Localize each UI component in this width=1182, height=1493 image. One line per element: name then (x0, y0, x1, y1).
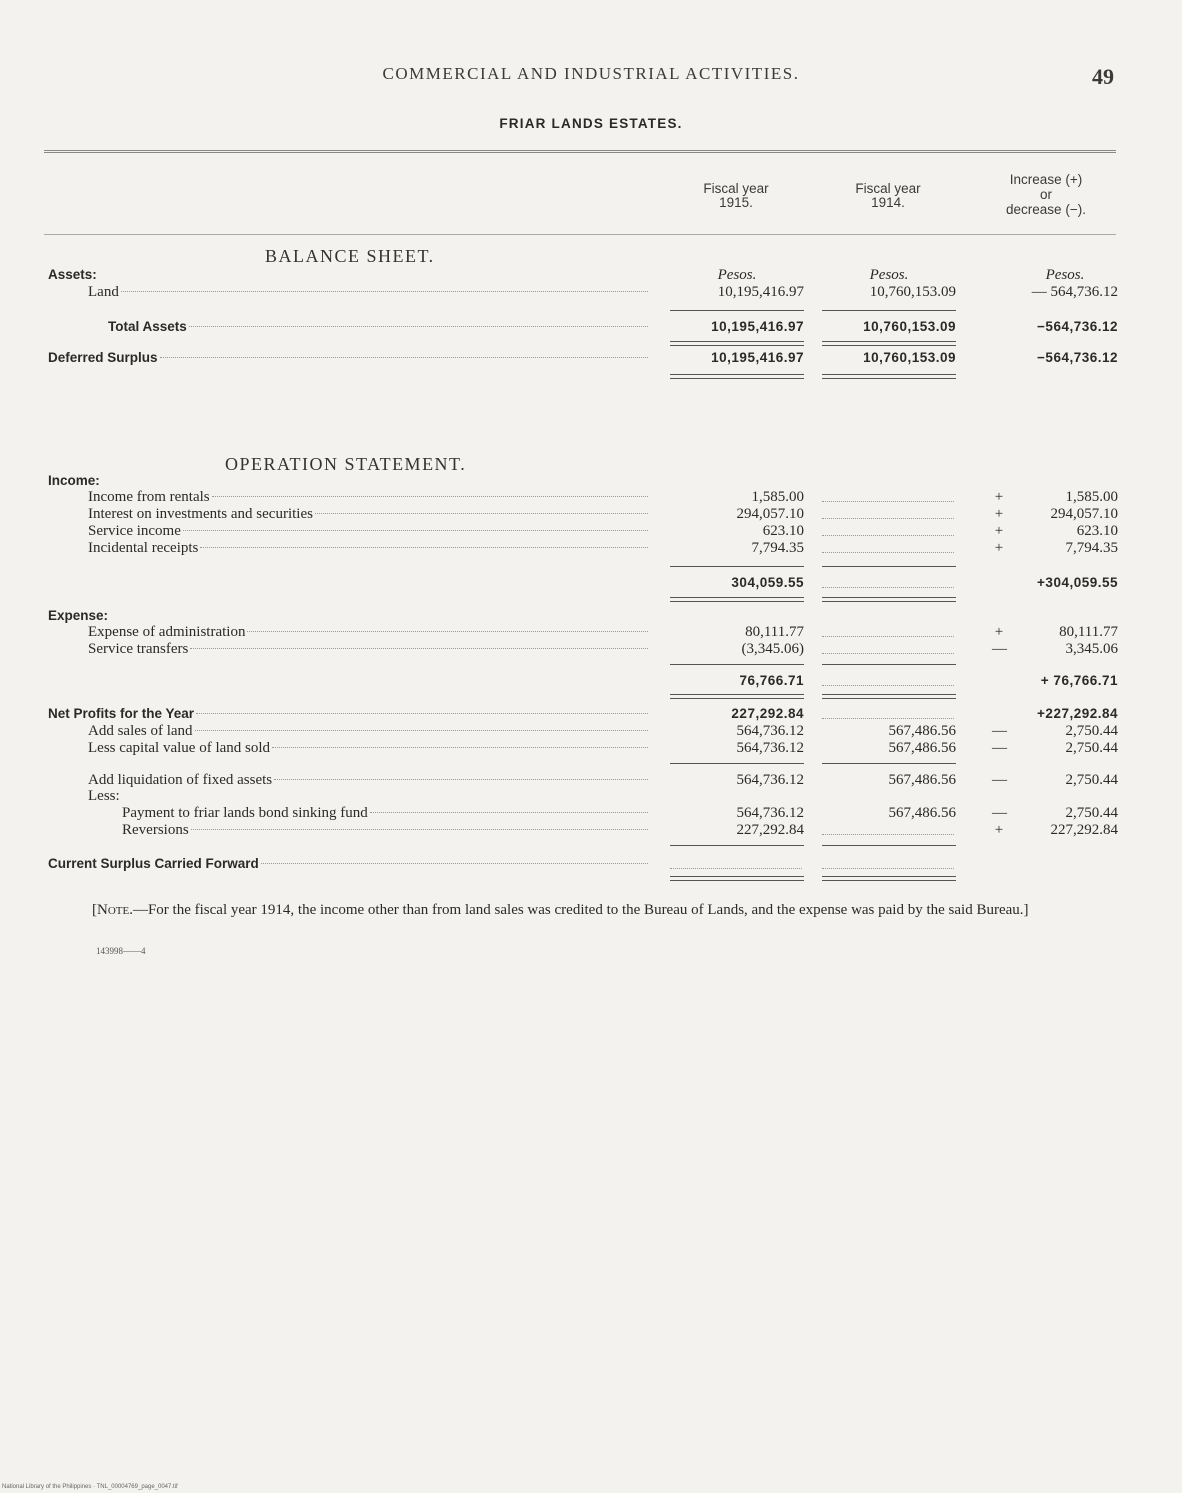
empty-value-dots (822, 539, 954, 553)
value-change: +227,292.84 (1037, 706, 1118, 721)
value-fy1915: 76,766.71 (739, 673, 804, 688)
leader-dots (183, 530, 648, 531)
table-row-expense-total (48, 672, 1118, 690)
leader-dots (261, 863, 648, 864)
footnote-prefix: [ (92, 902, 97, 918)
value-fy1915: 304,059.55 (731, 575, 804, 590)
double-rule (670, 876, 804, 881)
expense-label: Expense: (48, 608, 109, 623)
leader-dots (160, 357, 648, 358)
leader-dots (191, 829, 648, 830)
table-row (48, 623, 1118, 641)
row-label-text: Add sales of land (88, 723, 193, 739)
row-label (88, 505, 648, 523)
value-fy1914: 567,486.56 (888, 723, 956, 739)
value-fy1915: 1,585.00 (751, 489, 804, 505)
row-label (88, 722, 648, 740)
leader-dots (196, 713, 648, 714)
value-fy1914: 10,760,153.09 (863, 350, 956, 365)
value-change: 294,057.10 (1050, 506, 1118, 522)
footnote-note-word: Note (97, 902, 130, 918)
table-row (48, 739, 1118, 757)
value-change: −564,736.12 (1037, 350, 1118, 365)
footnote (48, 902, 1118, 919)
row-label (88, 488, 648, 506)
row-label (48, 705, 648, 723)
row-label-text: Current Surplus Carried Forward (48, 856, 259, 871)
value-fy1915: 564,736.12 (736, 805, 804, 821)
assets-units-row (48, 266, 1118, 284)
double-rule (822, 341, 956, 346)
table-row (48, 349, 1118, 367)
units-fy1914: Pesos. (869, 267, 909, 283)
value-fy1915: 227,292.84 (731, 706, 804, 721)
balance-sheet-heading: BALANCE SHEET. (265, 246, 435, 266)
row-label (48, 349, 648, 367)
empty-value-dots (822, 640, 954, 654)
empty-value-dots (822, 574, 954, 588)
table-row (48, 488, 1118, 506)
table-row (48, 283, 1118, 301)
change-sign: + (994, 822, 1004, 838)
table-top-rule (44, 150, 1116, 153)
value-fy1915: 10,195,416.97 (717, 284, 804, 300)
value-fy1915: 564,736.12 (736, 723, 804, 739)
column-header-fy1914-text: Fiscal year 1914. (855, 181, 921, 210)
row-label (88, 739, 648, 757)
row-label-text: Net Profits for the Year (48, 706, 195, 721)
change-sign: + (994, 489, 1004, 505)
double-rule (822, 876, 956, 881)
value-fy1915: 10,195,416.97 (711, 350, 804, 365)
column-header-fy1914 (820, 182, 956, 210)
leader-dots (189, 326, 648, 327)
row-label-text: Income from rentals (88, 489, 210, 505)
leader-dots (370, 812, 648, 813)
less-label-row (48, 787, 1118, 805)
empty-value-dots (822, 522, 954, 536)
rule (670, 310, 804, 311)
row-label-text: Deferred Surplus (48, 350, 158, 365)
table-row (48, 705, 1118, 723)
table-row (48, 855, 1118, 873)
value-fy1914: 567,486.56 (888, 740, 956, 756)
running-head: COMMERCIAL AND INDUSTRIAL ACTIVITIES. (382, 64, 800, 83)
value-change: 1,585.00 (1065, 489, 1118, 505)
value-fy1914: 567,486.56 (888, 772, 956, 788)
header-bottom-rule (44, 234, 1116, 235)
column-header-fy1915-text: Fiscal year 1915. (703, 181, 769, 210)
change-sign: — (992, 723, 1007, 739)
change-sign: — (992, 641, 1007, 657)
empty-value-dots (822, 623, 954, 637)
income-label: Income: (48, 473, 100, 488)
rule (670, 845, 804, 846)
operation-statement-heading: OPERATION STATEMENT. (225, 454, 467, 474)
leader-dots (121, 291, 648, 292)
leader-dots (195, 730, 648, 731)
row-label (122, 804, 648, 822)
value-fy1915: (3,345.06) (741, 641, 804, 657)
units-fy1915: Pesos. (717, 267, 757, 283)
table-row (48, 318, 1118, 336)
value-fy1915: 10,195,416.97 (711, 319, 804, 334)
scan-credit: National Library of the Philippines · TNL_00004769_page_0047.tif (2, 1484, 178, 1490)
empty-value-dots (822, 821, 954, 835)
value-change: +304,059.55 (1037, 575, 1118, 590)
value-fy1915: 564,736.12 (736, 772, 804, 788)
rule (822, 664, 956, 665)
row-label (88, 283, 648, 301)
rule (670, 566, 804, 567)
value-change: 80,111.77 (1059, 624, 1118, 640)
value-change: 227,292.84 (1050, 822, 1118, 838)
value-fy1914: 10,760,153.09 (869, 284, 956, 300)
row-label-text: Service transfers (88, 641, 189, 657)
table-row (48, 804, 1118, 822)
value-fy1915: 564,736.12 (736, 740, 804, 756)
row-label (88, 640, 648, 658)
row-label-text: Total Assets (108, 319, 187, 334)
table-row (48, 821, 1118, 839)
change-sign: — (992, 772, 1007, 788)
value-fy1915: 623.10 (762, 523, 804, 539)
row-label (88, 522, 648, 540)
table-row (48, 539, 1118, 557)
row-label-text: Interest on investments and securities (88, 506, 313, 522)
value-change: 2,750.44 (1065, 723, 1118, 739)
double-rule (670, 341, 804, 346)
value-change: 2,750.44 (1065, 772, 1118, 788)
row-label-text: Service income (88, 523, 181, 539)
units-change: Pesos. (1045, 267, 1085, 283)
table-row-income-total (48, 574, 1118, 592)
empty-value-dots (822, 855, 954, 869)
empty-value-dots (822, 672, 954, 686)
row-label-text: Reversions (122, 822, 189, 838)
row-label (48, 855, 648, 873)
row-label (122, 821, 648, 839)
value-fy1914: 567,486.56 (888, 805, 956, 821)
rule (822, 763, 956, 764)
change-sign: + (994, 540, 1004, 556)
table-row (48, 640, 1118, 658)
value-change: 2,750.44 (1065, 805, 1118, 821)
column-header-change (972, 172, 1120, 217)
row-label-text: Less capital value of land sold (88, 740, 271, 756)
print-id: 143998——4 (96, 946, 146, 956)
leader-dots (315, 513, 648, 514)
value-change: −564,736.12 (1037, 319, 1118, 334)
rule (822, 310, 956, 311)
value-change: 7,794.35 (1065, 540, 1118, 556)
change-sign: — (992, 805, 1007, 821)
leader-dots (272, 747, 648, 748)
column-header-fy1915 (668, 182, 804, 210)
row-label-text: Add liquidation of fixed assets (88, 772, 273, 788)
double-rule (670, 694, 804, 699)
value-fy1915: 80,111.77 (745, 624, 804, 640)
double-rule (670, 374, 804, 379)
leader-dots (190, 648, 648, 649)
rule (670, 664, 804, 665)
empty-value-dots (822, 705, 954, 719)
row-label-text: Expense of administration (88, 624, 246, 640)
row-label (88, 539, 648, 557)
value-fy1915: 294,057.10 (736, 506, 804, 522)
value-change: 3,345.06 (1065, 641, 1118, 657)
table-row (48, 505, 1118, 523)
value-change: — 564,736.12 (1031, 284, 1118, 300)
double-rule (822, 374, 956, 379)
row-label (108, 318, 648, 336)
empty-value-dots (670, 855, 802, 869)
page-number: 49 (1092, 64, 1114, 89)
rule (822, 566, 956, 567)
value-fy1914: 10,760,153.09 (863, 319, 956, 334)
empty-value-dots (822, 505, 954, 519)
leader-dots (212, 496, 648, 497)
value-change: 2,750.44 (1065, 740, 1118, 756)
assets-label: Assets: (48, 267, 97, 282)
change-sign: + (994, 506, 1004, 522)
change-sign: — (992, 740, 1007, 756)
leader-dots (247, 631, 648, 632)
double-rule (822, 597, 956, 602)
value-change: 623.10 (1076, 523, 1118, 539)
double-rule (670, 597, 804, 602)
rule (822, 845, 956, 846)
row-label-text: Land (88, 284, 119, 300)
table-row (48, 722, 1118, 740)
value-fy1915: 227,292.84 (736, 822, 804, 838)
leader-dots (200, 547, 648, 548)
column-header-change-text: Increase (+) or decrease (−). (1006, 172, 1086, 217)
value-fy1915: 7,794.35 (751, 540, 804, 556)
change-sign: + (994, 523, 1004, 539)
rule (670, 763, 804, 764)
footnote-text: .—For the fiscal year 1914, the income other than from land sales was credited to the Bureau of Lands, and the expense was paid by the said Bureau.] (129, 902, 1029, 918)
table-title: FRIAR LANDS ESTATES. (499, 116, 683, 131)
row-label (88, 623, 648, 641)
row-label-text: Incidental receipts (88, 540, 199, 556)
empty-value-dots (822, 488, 954, 502)
leader-dots (274, 779, 648, 780)
table-row (48, 522, 1118, 540)
value-change: + 76,766.71 (1040, 673, 1118, 688)
double-rule (822, 694, 956, 699)
row-label-text: Payment to friar lands bond sinking fund (122, 805, 368, 821)
less-label: Less: (88, 788, 120, 804)
change-sign: + (994, 624, 1004, 640)
